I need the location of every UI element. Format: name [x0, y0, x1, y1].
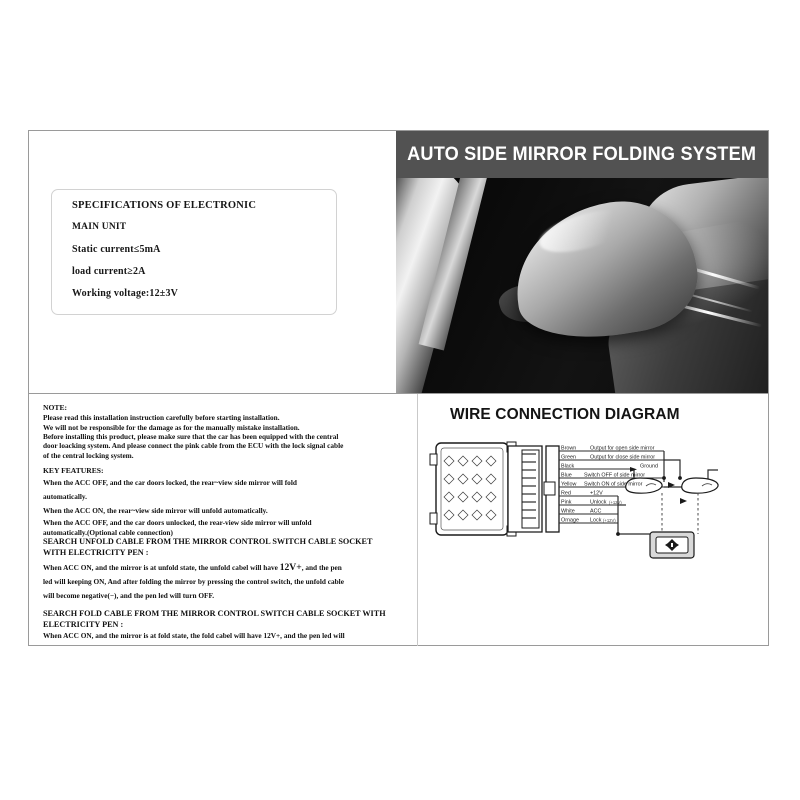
wire-function-label: Output for open side mirror [590, 445, 655, 452]
wire-color-label: Yellow [561, 481, 577, 488]
unfold-voltage: 12V+ [279, 562, 302, 574]
specifications-box [51, 189, 337, 315]
banner-title-text: AUTO SIDE MIRROR FOLDING SYSTEM [407, 143, 757, 165]
spec-load-current: load current≥2A [72, 266, 146, 277]
unfold-body-line [43, 561, 411, 575]
wire-suffix-label: (+12V) [609, 500, 622, 506]
wire-function-label: Ground [640, 463, 658, 470]
feature-line: When the ACC OFF, and the car doors unlocked, the rear-view side mirror will unfold [43, 518, 312, 528]
key-features-heading: KEY FEATURES: [43, 466, 104, 476]
diagram-title: WIRE CONNECTION DIAGRAM [450, 406, 680, 423]
installation-notes [43, 403, 411, 640]
product-photo-panel [396, 131, 768, 393]
wire-connection-diagram [418, 394, 770, 646]
wire-function-label: Unlock [590, 499, 607, 506]
wire-function-label: +12V [590, 490, 603, 497]
note-line: of the central locking system. [43, 450, 134, 460]
wire-color-label: Ornage [561, 517, 579, 524]
right-mirror-motor [682, 478, 718, 493]
wire-function-label: Output for close side mirror [590, 454, 656, 461]
wire-color-label: White [561, 508, 575, 515]
ecu-main-unit [430, 442, 516, 536]
unfold-search-heading-2: WITH ELECTRICITY PEN : [43, 547, 149, 557]
unfold-search-heading: SEARCH UNFOLD CABLE FROM THE MIRROR CONTROL SWITCH CABLE SOCKET [43, 537, 373, 547]
wire-color-label: Blue [561, 472, 572, 479]
wire-color-label: Black [561, 463, 575, 470]
feature-line: automatically. [43, 492, 87, 502]
wire-function-label: Lock [590, 517, 602, 524]
unfold-text-c: , and the pen [301, 563, 342, 573]
note-line: door loacking system. And please connect the pink cable from the ECU with the lock signal cable [43, 441, 344, 451]
mirror-control-switch-pad [650, 532, 694, 558]
spec-working-voltage: Working voltage:12±3V [72, 288, 179, 299]
wire-function-label: ACC [590, 508, 602, 515]
wire-color-labels [561, 446, 579, 524]
wire-harness-connector [508, 446, 559, 532]
feature-line: When the ACC OFF, and the car doors locked, the rear~view side mirror will fold [43, 478, 297, 488]
fold-search-heading-2: ELECTRICITY PEN : [43, 620, 124, 630]
top-section [29, 131, 768, 299]
diagram-svg [418, 394, 770, 646]
instruction-sheet-page [28, 130, 769, 646]
note-line: Before installing this product, please make sure that the car has been equipped with the central [43, 432, 339, 442]
wire-color-label: Green [561, 454, 576, 461]
wire-color-label: Pink [561, 499, 572, 506]
spec-subtitle: MAIN UNIT [72, 222, 127, 232]
note-line: We will not be responsible for the damage as for the manually mistake installation. [43, 422, 300, 432]
spec-title: SPECIFICATIONS OF ELECTRONIC [72, 200, 257, 211]
wire-color-label: Brown [561, 445, 577, 452]
unfold-body-line: will become negative(−), and the pen led will turn OFF. [43, 591, 215, 601]
note-line: Please read this installation instruction carefully before starting installation. [43, 413, 280, 423]
car-side-mirror-photo [396, 178, 768, 393]
wire-function-label: Switch ON of side mirror [584, 481, 643, 488]
wire-function-label: Switch OFF of side mirror [584, 472, 646, 479]
feature-line: automatically.(Optional cable connection) [43, 527, 173, 537]
fold-search-heading: SEARCH FOLD CABLE FROM THE MIRROR CONTROL SWITCH CABLE SOCKET WITH [43, 609, 386, 619]
wire-suffix-label: (+12V) [603, 518, 616, 524]
spec-static-current: Static current≤5mA [72, 244, 161, 255]
wire-color-label: Red [561, 490, 571, 497]
banner-title-bar [396, 131, 768, 178]
unfold-body-line: led will keeping ON, And after folding the mirror by pressing the control switch, the unfold cable [43, 577, 344, 587]
feature-line: When the ACC ON, the rear~view side mirror will unfold automatically. [43, 506, 268, 516]
unfold-text-a: When ACC ON, and the mirror is at unfold state, the unfold cabel will have [43, 563, 280, 573]
fold-body-line: When ACC ON, and the mirror is at fold state, the fold cabel will have 12V+, and the pen led will [43, 630, 345, 640]
note-heading: NOTE: [43, 403, 68, 412]
